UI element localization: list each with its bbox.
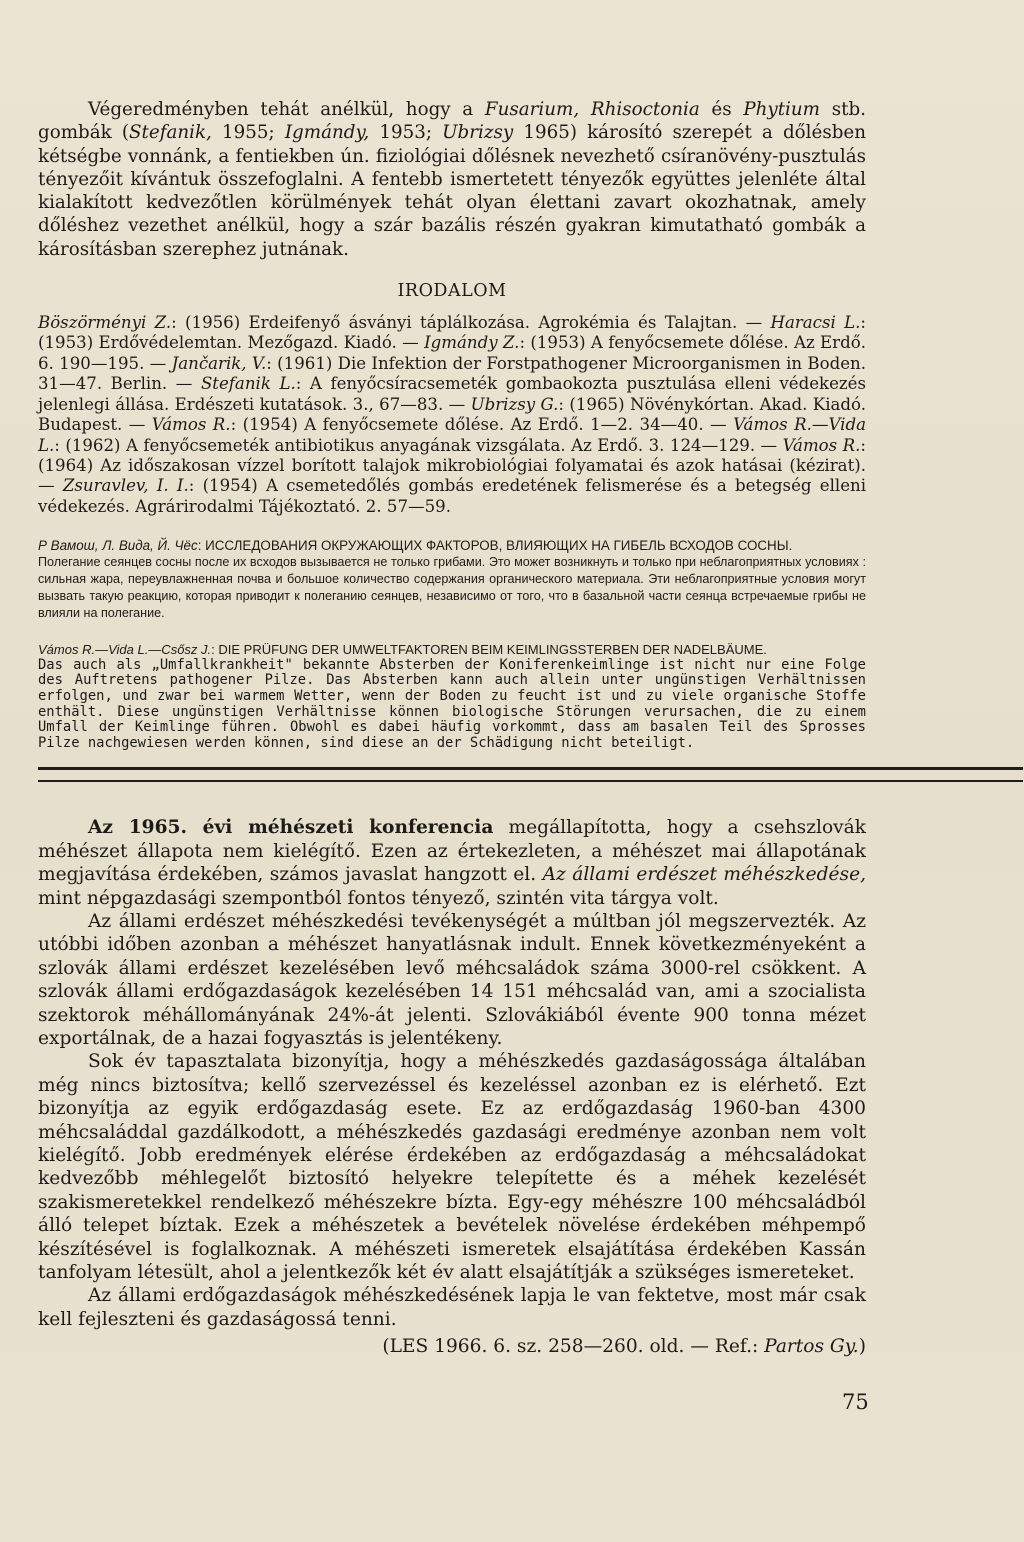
- abstract-authors: Vámos R.—Vida L.—Csősz J.: [38, 642, 212, 658]
- news-text: megállapította, hogy a csehszlovák méhészet állapota nem kielégítő. Ezen az értekezleten, a méhészet mai állapotának megjavítása érdekében, számos javaslat hangzott el.: [38, 817, 866, 886]
- intro-author: Ubrizsy: [442, 122, 514, 144]
- ref-text: : (1954) A fenyőcsemete dőlése. Az Erdő. 1—2. 34—40. —: [230, 415, 734, 435]
- ref-author: Vámos R.: [151, 415, 231, 435]
- ref-author: Jančarik, V.: [171, 353, 267, 373]
- ref-author: Stefanik L.: [200, 374, 296, 394]
- intro-genus: Phytium: [743, 99, 821, 120]
- abstract-german-heading: [38, 642, 866, 658]
- ref-text: : (1954) A csemetedőlés gombás eredetének felismerése és a betegség elleni védekezés. Agrárirodalmi Tájékoztató. 2. 57—59.: [38, 476, 867, 516]
- source-referee: Partos Gy.: [764, 1336, 859, 1358]
- ref-text: : (1961) Die Infektion der Forstpathogener Microorganismen in Boden. 31—47. Berlin. —: [38, 353, 867, 394]
- news-paragraph: Sok év tapasztalata bizonyítja, hogy a méhészkedés gazdaságossága általában még nincs biztosítva; kellő szervezéssel és kezeléssel azonban ez is elérhető. Ezt bizonyítja az egyik erdőgazdaság esete. Ez az erdőgazdaság 1960-ban 4300 méhcsaláddal gazdálkodott, a méhészkedés gazdasági eredménye azonban nem volt kielégítő. Jobb eredmények elérése érdekében az erdőgazdaság a méhcsaládokat kedvezőbb méhlegelőt biztosító helyekre telepítette és a méhek kezelését szakismeretekkel rendelkező méhészekre bízta. Egy-egy méhészre 100 méhcsaládból álló telepet bíztak. Ezek a méhészetek a bevételek növelése érdekében méhpempő készítésével is foglalkoznak. A méhészeti ismeretek elsajátítása érdekében Kassán tanfolyam létesült, ahol a jelentkezők két év alatt elsajátítják a szükséges ismereteket.: [38, 1051, 866, 1284]
- intro-genus: Fusarium, Rhisoctonia: [484, 99, 700, 120]
- section-divider: [38, 767, 1023, 782]
- ref-text: : (1964) Az időszakosan vízzel borított talajok mikrobiológiai folyamatai és azok hatásai (kézirat). —: [38, 435, 866, 496]
- news-lead: Az 1965. évi méhészeti konferencia: [88, 817, 494, 839]
- news-paragraph: Az állami erdészet méhészkedési tevékenységét a múltban jól megszervezték. Az utóbbi időben azonban a méhészet hanyatlásnak indult. Ennek következményeként a szlovák állami erdészet kezelésében levő méhcsaládok száma 3000-rel csökkent. A szlovák állami erdőgazdaságok kezelésében 14 151 méhcsalád van, ami a szocialista szektorok méhállományának 24%-át jelenti. Szlovákiából évente 900 tonna mézet exportálnak, de a hazai fogyasztás is jelentékeny.: [38, 910, 866, 1049]
- intro-text: és: [699, 99, 744, 120]
- source-text: ): [858, 1336, 866, 1358]
- news-source: [38, 1335, 866, 1358]
- ref-author: Ubrizsy G.: [470, 394, 559, 414]
- ref-text: : (1953) Erdővédelemtan. Mezőgazd. Kiadó. —: [38, 313, 866, 353]
- references-list: [38, 313, 866, 517]
- intro-author: Igmándy,: [284, 122, 370, 144]
- abstract-russian-heading: [38, 537, 866, 554]
- abstract-title: : DIE PRÜFUNG DER UMWELTFAKTOREN BEIM KEIMLINGSSTERBEN DER NADELBÄUME.: [211, 642, 767, 658]
- abstract-german: [38, 642, 866, 751]
- intro-text: 1953;: [369, 122, 443, 144]
- references-heading: IRODALOM: [397, 281, 507, 302]
- intro-text: 1965) károsító szerepét a dőlésben kétségbe vonnánk, a fentiekben ún. fiziológiai dőlésnek nevezhető csíranövény-pusztulás tényezőit kívántuk összefoglalni. A fentebb ismertetett tényezők együttes jelenléte által kialakított kedvezőtlen körülmények tehát olyan élettani zavart okozhatnak, amely dőléshez vezethet anélkül, hogy a szár bazális részén gyakran kimutatható gombák a károsításban szerephez jutnának.: [38, 122, 867, 260]
- ref-author: Vámos R.—Vida L.: [38, 415, 867, 455]
- intro-text: 1955;: [211, 122, 285, 144]
- ref-text: : (1956) Erdeifenyő ásványi táplálkozása. Agrokémia és Talajtan. —: [171, 313, 771, 333]
- news-article: [38, 816, 866, 1358]
- news-paragraph: Az állami erdőgazdaságok méhészkedésének lapja le van fektetve, most már csak kell fejleszteni és gazdaságossá tenni.: [38, 1285, 866, 1330]
- intro-text: stb. gombák (: [38, 99, 866, 144]
- intro-paragraph: [38, 98, 866, 261]
- ref-text: : (1965) Növénykórtan. Akad. Kiadó. Budapest. —: [38, 394, 866, 435]
- ref-author: Vámos R.: [782, 435, 861, 455]
- abstract-authors: Р Вамош, Л. Вида, Й. Чёс: [38, 538, 198, 554]
- ref-text: : (1953) A fenyőcsemete dőlése. Az Erdő. 6. 190—195. —: [38, 333, 866, 373]
- ref-author: Haracsi L.: [770, 313, 861, 333]
- intro-text: Végeredményben tehát anélkül, hogy a: [88, 99, 485, 120]
- source-text: (LES 1966. 6. sz. 258—260. old. — Ref.:: [382, 1336, 765, 1358]
- abstract-german-body: Das auch als „Umfallkrankheit" bekannte Absterben der Koniferenkeimlinge ist nicht nur eine Folge des Auftretens pathogener Pilze. Das Absterben kann auch allein unter ungünstigen Verhältnissen erfolgen, und zwar bei warmem Wetter, wenn der Boden zu feucht ist und zu viele organische Stoffe enthält. Diese ungünstigen Verhältnisse können biologische Störungen verursachen, die zu einem Umfall der Keimlinge führen. Obwohl es dabei häufig vorkommt, dass am basalen Teil des Sprosses Pilze nachgewiesen werden können, sind diese an der Schädigung nicht beteiligt.: [38, 656, 866, 751]
- ref-text: : A fenyőcsíracsemeték gombaokozta pusztulása elleni védekezés jelenlegi állása. Erdészeti kutatások. 3., 67—83. —: [38, 374, 867, 414]
- intro-author: Stefanik,: [129, 122, 212, 144]
- news-paragraph: [38, 816, 866, 910]
- news-emphasis: Az állami erdészet méhészkedése,: [542, 864, 866, 886]
- ref-author: Böszörményi Z.: [38, 313, 172, 333]
- ref-author: Zsuravlev, I. I.: [62, 476, 189, 496]
- abstract-russian-body: Полегание сеянцев сосны после их всходов вызывается не только грибами. Это может возникнуть и только при неблагоприятных условиях : сильная жара, переувлажненная почва и большое количество содержания органического материала. Эти неблагоприятные условия могут вызвать такую реакцию, которая приводит к полеганию сеянцев, независимо от того, что в базальной части сеянца встречаемые грибы не влияли на полегание.: [38, 555, 866, 621]
- abstract-title: : ИССЛЕДОВАНИЯ ОКРУЖАЮЩИХ ФАКТОРОВ, ВЛИЯЮЩИХ НА ГИБЕЛЬ ВСХОДОВ СОСНЫ.: [197, 538, 793, 554]
- page-number: 75: [842, 1390, 869, 1414]
- ref-text: : (1962) A fenyőcsemeték antibiotikus anyagának vizsgálata. Az Erdő. 3. 124—129. —: [54, 435, 783, 455]
- news-text: mint népgazdasági szempontból fontos tényező, szintén vita tárgya volt.: [38, 887, 719, 909]
- abstract-russian: [38, 537, 866, 622]
- ref-author: Igmándy Z.: [424, 333, 520, 353]
